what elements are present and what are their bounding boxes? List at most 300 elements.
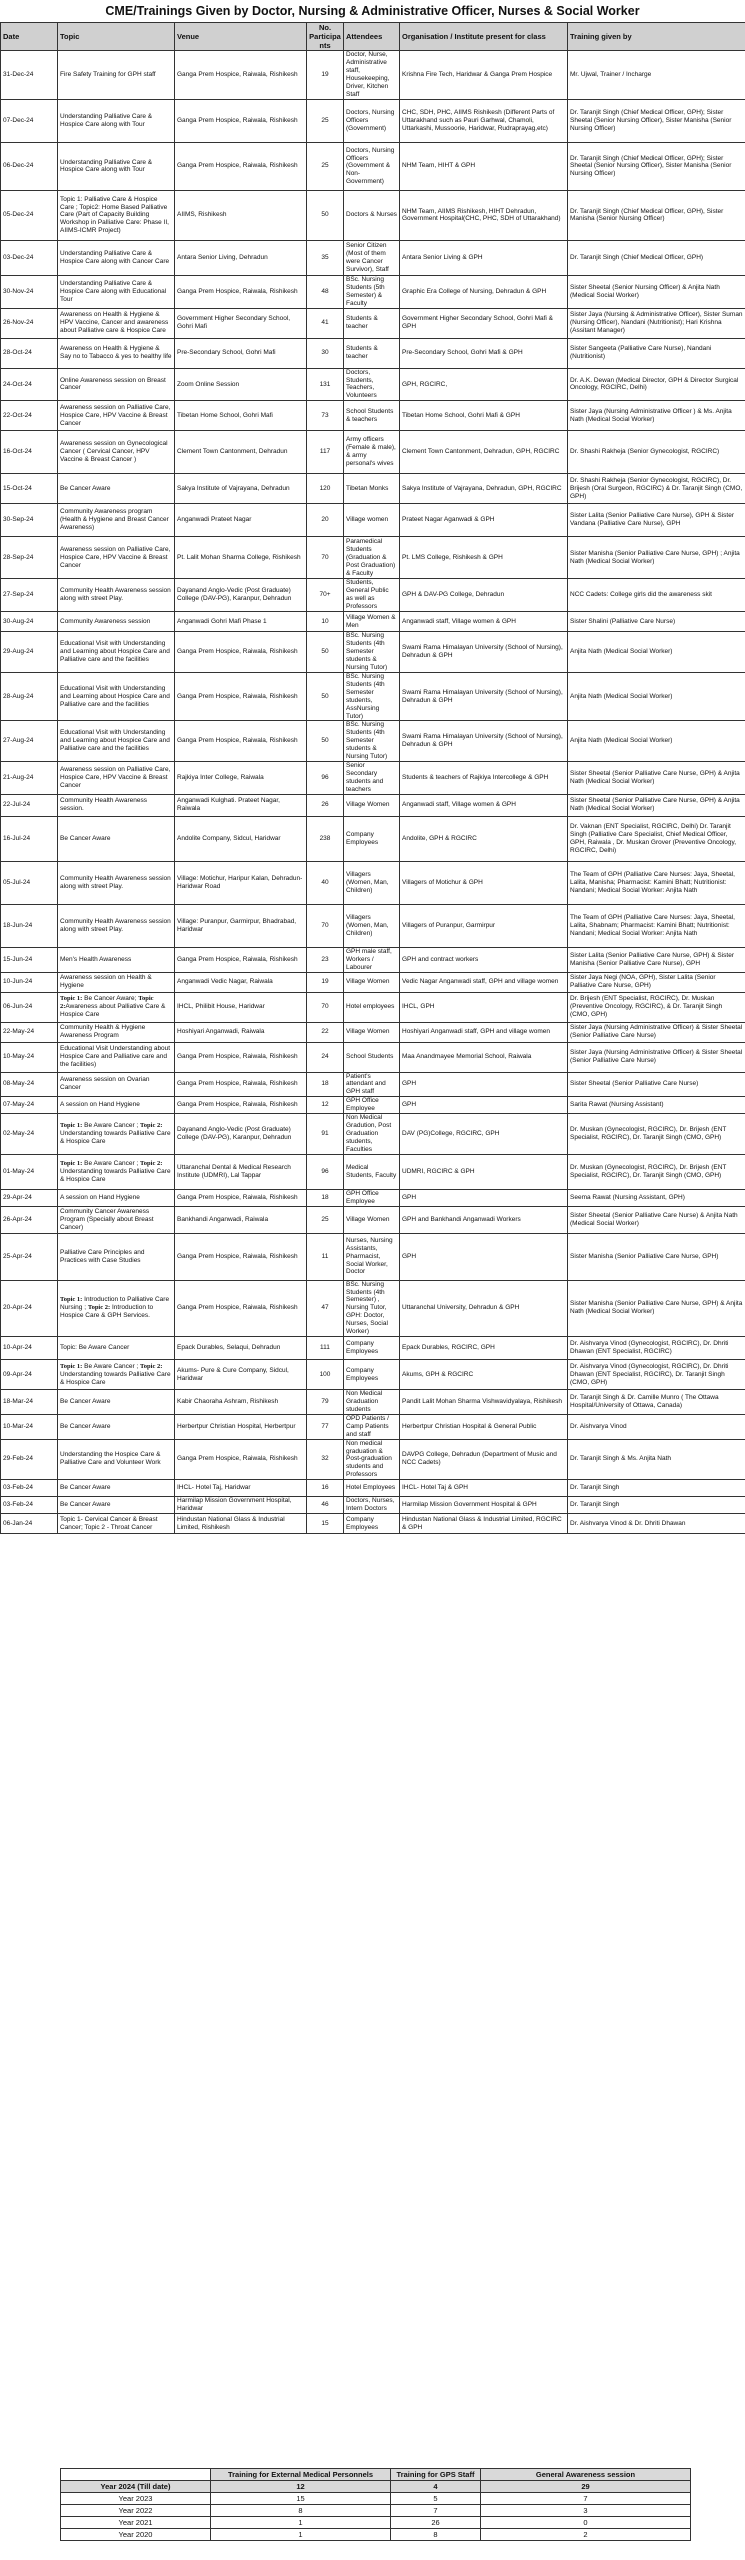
summary-count: 8 xyxy=(211,2505,391,2517)
cell-date: 30-Nov-24 xyxy=(1,275,58,308)
table-row xyxy=(1,1360,745,1390)
table-row xyxy=(1,1414,745,1439)
summary-header-cell xyxy=(61,2469,211,2481)
cell-date: 03-Dec-24 xyxy=(1,240,58,275)
cell-venue: Pre-Secondary School, Gohri Mafi xyxy=(175,338,307,368)
cell-date: 06-Dec-24 xyxy=(1,142,58,190)
cell-participants: 41 xyxy=(307,308,344,338)
cell-topic: Community Health Awareness session along with street Play. xyxy=(58,579,175,612)
cell-organisation: Pt. LMS College, Rishikesh & GPH xyxy=(400,537,568,579)
cell-organisation: Anganwadi staff, Village women & GPH xyxy=(400,612,568,632)
cell-topic: Topic 1: Be Aware Cancer ; Topic 2: Understanding towards Palliative Care & Hospice Care xyxy=(58,1154,175,1189)
cell-date: 01-May-24 xyxy=(1,1154,58,1189)
cell-participants: 73 xyxy=(307,401,344,431)
cell-trainer: Dr. Muskan (Gynecologist, RGCIRC), Dr. Brijesh (ENT Specialist, RGCIRC), Dr. Taranjit Singh (CMO, GPH) xyxy=(568,1154,745,1189)
cell-attendees: Senior Secondary students and teachers xyxy=(344,762,400,795)
cell-participants: 238 xyxy=(307,816,344,861)
cell-trainer: Dr. Shashi Rakheja (Senior Gynecologist, RGCIRC), Dr. Brijesh (Oral Surgeon, RGCIRC) & Dr. Taranjit Singh (CMO, GPH) xyxy=(568,474,745,504)
summary-row xyxy=(61,2517,691,2529)
table-row xyxy=(1,338,745,368)
cell-trainer: Sister Sangeeta (Palliative Care Nurse), Nandani (Nutritionist) xyxy=(568,338,745,368)
cell-topic: Awareness session on Palliative Care, Hospice Care, HPV Vaccine & Breast Cancer xyxy=(58,537,175,579)
cell-organisation: Vedic Nagar Anganwadi staff, GPH and village women xyxy=(400,972,568,992)
cell-organisation: Villagers of Puranpur, Garmirpur xyxy=(400,904,568,947)
cell-trainer: Sister Manisha (Senior Palliative Care Nurse, GPH) xyxy=(568,1233,745,1280)
cell-trainer: Seema Rawat (Nursing Assistant, GPH) xyxy=(568,1189,745,1206)
table-body xyxy=(1,51,745,1534)
cell-organisation: Uttaranchal University, Dehradun & GPH xyxy=(400,1280,568,1336)
cell-date: 05-Jul-24 xyxy=(1,861,58,904)
cell-organisation: Krishna Fire Tech, Haridwar & Ganga Prem Hospice xyxy=(400,51,568,100)
cell-date: 26-Nov-24 xyxy=(1,308,58,338)
cell-venue: Akums- Pure & Cure Company, Sidcul, Haridwar xyxy=(175,1360,307,1390)
table-row xyxy=(1,1154,745,1189)
cell-participants: 70+ xyxy=(307,579,344,612)
cell-organisation: UDMRI, RGCIRC & GPH xyxy=(400,1154,568,1189)
cell-venue: Pt. Lalit Mohan Sharma College, Rishikesh xyxy=(175,537,307,579)
summary-section xyxy=(60,2468,691,2541)
cell-date: 25-Apr-24 xyxy=(1,1233,58,1280)
cell-date: 22-Oct-24 xyxy=(1,401,58,431)
table-row xyxy=(1,142,745,190)
cell-venue: Hindustan National Glass & Industrial Limited, Rishikesh xyxy=(175,1514,307,1534)
cell-attendees: BSc. Nursing Students (4th Semester students & Nursing Tutor) xyxy=(344,721,400,762)
cell-topic: Awareness session on Health & Hygiene xyxy=(58,972,175,992)
cell-attendees: BSc. Nursing Students (4th Semester) , Nursing Tutor, GPH: Doctor, Nurses, Social Worker) xyxy=(344,1280,400,1336)
cell-date: 15-Jun-24 xyxy=(1,947,58,972)
cell-topic: Community Health Awareness session along with street Play. xyxy=(58,904,175,947)
cell-attendees: Non Medical Gradution, Post Graduation students, Faculties xyxy=(344,1114,400,1155)
cell-topic: Community Awareness session xyxy=(58,612,175,632)
table-row xyxy=(1,1390,745,1415)
table-row xyxy=(1,99,745,142)
cell-participants: 18 xyxy=(307,1072,344,1097)
cell-trainer: NCC Cadets: College girls did the awareness skit xyxy=(568,579,745,612)
cell-organisation: GPH xyxy=(400,1233,568,1280)
cell-trainer: The Team of GPH (Palliative Care Nurses: Jaya, Sheetal, Lalita, Manisha; Pharmacist: Kamini Bhatt; Nutritionist: Nandani; Medical Social Worker: Anjita Nath xyxy=(568,861,745,904)
cell-organisation: Anganwadi staff, Village women & GPH xyxy=(400,794,568,816)
cell-organisation: DAV (PG)College, RGCIRC, GPH xyxy=(400,1114,568,1155)
cell-topic: Understanding Palliative Care & Hospice Care along with Tour xyxy=(58,142,175,190)
cell-participants: 20 xyxy=(307,504,344,537)
cell-attendees: Villagers (Women, Man, Children) xyxy=(344,861,400,904)
table-row xyxy=(1,1439,745,1480)
cell-date: 09-Apr-24 xyxy=(1,1360,58,1390)
cell-venue: Anganwadi Vedic Nagar, Raiwala xyxy=(175,972,307,992)
cell-venue: Zoom Online Session xyxy=(175,368,307,401)
cell-organisation: Antara Senior Living & GPH xyxy=(400,240,568,275)
cell-venue: Andolite Company, Sidcul, Haridwar xyxy=(175,816,307,861)
table-row xyxy=(1,275,745,308)
summary-row xyxy=(61,2493,691,2505)
cell-venue: Harmilap Mission Government Hospital, Haridwar xyxy=(175,1497,307,1514)
cell-organisation: Harmilap Mission Government Hospital & GPH xyxy=(400,1497,568,1514)
cell-trainer: Dr. Aishvarya Vinod & Dr. Dhriti Dhawan xyxy=(568,1514,745,1534)
cell-trainer: Anjita Nath (Medical Social Worker) xyxy=(568,721,745,762)
cell-organisation: GPH xyxy=(400,1097,568,1114)
table-row xyxy=(1,794,745,816)
cell-venue: Ganga Prem Hospice, Raiwala, Rishikesh xyxy=(175,1097,307,1114)
cell-date: 03-Feb-24 xyxy=(1,1497,58,1514)
cell-date: 28-Sep-24 xyxy=(1,537,58,579)
summary-count: 0 xyxy=(481,2517,691,2529)
summary-row xyxy=(61,2529,691,2541)
cell-venue: Epack Durables, Selaqui, Dehradun xyxy=(175,1337,307,1360)
cell-participants: 70 xyxy=(307,904,344,947)
cell-venue: AIIMS, Rishikesh xyxy=(175,190,307,240)
cell-trainer: Dr. A.K. Dewan (Medical Director, GPH & Director Surgical Oncology, RGCIRC, Delhi) xyxy=(568,368,745,401)
cell-attendees: Students & teacher xyxy=(344,308,400,338)
cell-venue: IHCL- Hotel Taj, Haridwar xyxy=(175,1480,307,1497)
cell-participants: 19 xyxy=(307,51,344,100)
cell-venue: Ganga Prem Hospice, Raiwala, Rishikesh xyxy=(175,1233,307,1280)
table-row xyxy=(1,992,745,1022)
table-row xyxy=(1,904,745,947)
cell-attendees: Army officers (Female & male), & army personal's wives xyxy=(344,431,400,474)
cell-topic: Be Cancer Aware xyxy=(58,1497,175,1514)
cell-attendees: Tibetan Monks xyxy=(344,474,400,504)
cell-date: 22-May-24 xyxy=(1,1022,58,1042)
cell-participants: 40 xyxy=(307,861,344,904)
table-row xyxy=(1,240,745,275)
cell-participants: 19 xyxy=(307,972,344,992)
cell-venue: Tibetan Home School, Gohri Mafi xyxy=(175,401,307,431)
cell-date: 03-Feb-24 xyxy=(1,1480,58,1497)
cell-trainer: Dr. Brijesh (ENT Specialist, RGCIRC), Dr. Muskan (Preventive Oncology, RGCIRC), & Dr. Taranjit Singh (CMO, GPH) xyxy=(568,992,745,1022)
cell-participants: 16 xyxy=(307,1480,344,1497)
cell-date: 22-Jul-24 xyxy=(1,794,58,816)
cell-date: 29-Feb-24 xyxy=(1,1439,58,1480)
header-date: Date xyxy=(1,23,58,51)
cell-trainer: Sister Jaya Negi (NOA, GPH), Sister Lalita (Senior Palliative Care Nurse, GPH) xyxy=(568,972,745,992)
table-row xyxy=(1,861,745,904)
summary-year-label: Year 2024 (Till date) xyxy=(61,2481,211,2493)
cell-participants: 15 xyxy=(307,1514,344,1534)
summary-header-cell: General Awareness session xyxy=(481,2469,691,2481)
cell-venue: Dayanand Anglo-Vedic (Post Graduate) College (DAV-PG), Karanpur, Dehradun xyxy=(175,1114,307,1155)
cell-participants: 131 xyxy=(307,368,344,401)
cell-date: 18-Jun-24 xyxy=(1,904,58,947)
cell-date: 30-Sep-24 xyxy=(1,504,58,537)
table-row xyxy=(1,504,745,537)
summary-header-cell: Training for External Medical Personnels xyxy=(211,2469,391,2481)
cell-organisation: Swami Rama Himalayan University (School of Nursing), Dehradun & GPH xyxy=(400,672,568,721)
table-row xyxy=(1,1022,745,1042)
table-row xyxy=(1,721,745,762)
cell-attendees: Doctors, Students, Teachers, Volunteers xyxy=(344,368,400,401)
cell-topic: A session on Hand Hygiene xyxy=(58,1189,175,1206)
cell-organisation: Hoshiyari Anganwadi staff, GPH and village women xyxy=(400,1022,568,1042)
cell-organisation: Akums, GPH & RGCIRC xyxy=(400,1360,568,1390)
cell-topic: Online Awareness session on Breast Cancer xyxy=(58,368,175,401)
cell-venue: Anganwadi Prateet Nagar xyxy=(175,504,307,537)
page-title: CME/Trainings Given by Doctor, Nursing & Administrative Officer, Nurses & Social Worker xyxy=(105,4,640,18)
cell-trainer: Sister Sheetal (Senior Palliative Care Nurse) & Anjita Nath (Medical Social Worker) xyxy=(568,1206,745,1233)
cell-trainer: Dr. Aishvarya Vinod (Gynecologist, RGCIRC), Dr. Dhriti Dhawan (ENT Specialist, RGCIRC) xyxy=(568,1337,745,1360)
cell-topic: Be Cancer Aware xyxy=(58,1414,175,1439)
cell-venue: Village: Puranpur, Garmirpur, Bhadrabad, Haridwar xyxy=(175,904,307,947)
cell-topic: Awareness session on Ovarian Cancer xyxy=(58,1072,175,1097)
cell-topic: Topic 1: Palliative Care & Hospice Care ; Topic2: Home Based Palliative Care (Part of Capacity Building Workshop in Palliative Care: Phase II, AIIMS-ICMR Project) xyxy=(58,190,175,240)
cell-trainer: Sister Sheetal (Senior Palliative Care Nurse) xyxy=(568,1072,745,1097)
summary-count: 1 xyxy=(211,2517,391,2529)
cell-trainer: Anjita Nath (Medical Social Worker) xyxy=(568,672,745,721)
cell-date: 02-May-24 xyxy=(1,1114,58,1155)
cell-attendees: Company Employees xyxy=(344,1337,400,1360)
cell-organisation: NHM Team, HIHT & GPH xyxy=(400,142,568,190)
cell-topic: Awareness session on Palliative Care, Hospice Care, HPV Vaccine & Breast Cancer xyxy=(58,401,175,431)
cell-venue: Ganga Prem Hospice, Raiwala, Rishikesh xyxy=(175,51,307,100)
cell-participants: 48 xyxy=(307,275,344,308)
cell-topic: Understanding the Hospice Care & Palliative Care and Volunteer Work xyxy=(58,1439,175,1480)
cell-attendees: Non Medical Graduation students xyxy=(344,1390,400,1415)
cell-trainer: Dr. Taranjit Singh xyxy=(568,1480,745,1497)
summary-header-row xyxy=(61,2469,691,2481)
cell-organisation: Clement Town Cantonment, Dehradun, GPH, RGCIRC xyxy=(400,431,568,474)
cell-attendees: School Students xyxy=(344,1042,400,1072)
cell-participants: 91 xyxy=(307,1114,344,1155)
table-header-row xyxy=(1,23,745,51)
cell-attendees: Villagers (Women, Man, Children) xyxy=(344,904,400,947)
cell-topic: Community Awareness program (Health & Hygiene and Breast Cancer Awareness) xyxy=(58,504,175,537)
cell-trainer: Sister Sheetal (Senior Palliative Care Nurse, GPH) & Anjita Nath (Medical Social Worker) xyxy=(568,794,745,816)
cell-topic: Men's Health Awareness xyxy=(58,947,175,972)
summary-count: 8 xyxy=(391,2529,481,2541)
cell-participants: 77 xyxy=(307,1414,344,1439)
table-row xyxy=(1,579,745,612)
table-row xyxy=(1,1497,745,1514)
summary-year-label: Year 2023 xyxy=(61,2493,211,2505)
cell-participants: 18 xyxy=(307,1189,344,1206)
header-venue: Venue xyxy=(175,23,307,51)
cell-participants: 47 xyxy=(307,1280,344,1336)
cell-trainer: Dr. Taranjit Singh & Ms. Anjita Nath xyxy=(568,1439,745,1480)
summary-count: 26 xyxy=(391,2517,481,2529)
cell-attendees: Company Employees xyxy=(344,1514,400,1534)
table-row xyxy=(1,816,745,861)
cell-attendees: GPH Office Employee xyxy=(344,1097,400,1114)
cell-venue: Sakya Institute of Vajrayana, Dehradun xyxy=(175,474,307,504)
cell-trainer: Sister Jaya (Nursing Administrative Officer ) & Ms. Anjita Nath (Medical Social Worker) xyxy=(568,401,745,431)
cell-venue: Village: Motichur, Haripur Kalan, Dehradun-Haridwar Road xyxy=(175,861,307,904)
table-row xyxy=(1,972,745,992)
table-row xyxy=(1,1097,745,1114)
cell-trainer: The Team of GPH (Palliative Care Nurses: Jaya, Sheetal, Lalita, Shabnam; Pharmacist: Kamini Bhatt; Nutritionist: Nandani; Medical Social Worker: Anjita Nath xyxy=(568,904,745,947)
cell-venue: Anganwadi Gohri Mafi Phase 1 xyxy=(175,612,307,632)
table-row xyxy=(1,1114,745,1155)
cell-organisation: GPH and contract workers xyxy=(400,947,568,972)
cell-attendees: OPD Patients / Camp Patients and staff xyxy=(344,1414,400,1439)
summary-count: 7 xyxy=(391,2505,481,2517)
cell-participants: 46 xyxy=(307,1497,344,1514)
summary-count: 12 xyxy=(211,2481,391,2493)
cell-organisation: IHCL- Hotel Taj & GPH xyxy=(400,1480,568,1497)
cell-attendees: Students & teacher xyxy=(344,338,400,368)
cell-date: 27-Aug-24 xyxy=(1,721,58,762)
cell-organisation: Maa Anandmayee Memorial School, Raiwala xyxy=(400,1042,568,1072)
cell-trainer: Sister Jaya (Nursing Administrative Officer) & Sister Sheetal (Senior Palliative Care Nurse) xyxy=(568,1042,745,1072)
cell-venue: Rajkiya Inter College, Raiwala xyxy=(175,762,307,795)
cell-topic: Be Cancer Aware xyxy=(58,474,175,504)
cell-participants: 30 xyxy=(307,338,344,368)
cell-trainer: Sister Manisha (Senior Palliative Care Nurse, GPH) & Anjita Nath (Medical Social Worker) xyxy=(568,1280,745,1336)
cell-venue: Ganga Prem Hospice, Raiwala, Rishikesh xyxy=(175,1280,307,1336)
cell-venue: Ganga Prem Hospice, Raiwala, Rishikesh xyxy=(175,947,307,972)
cell-attendees: Village Women xyxy=(344,794,400,816)
cell-trainer: Dr. Taranjit Singh xyxy=(568,1497,745,1514)
cell-organisation: Government Higher Secondary School, Gohri Mafi & GPH xyxy=(400,308,568,338)
cell-venue: Ganga Prem Hospice, Raiwala, Rishikesh xyxy=(175,632,307,673)
cell-date: 10-Jun-24 xyxy=(1,972,58,992)
cell-participants: 100 xyxy=(307,1360,344,1390)
cell-attendees: Medical Students, Faculty xyxy=(344,1154,400,1189)
cell-attendees: BSc. Nursing Students (4th Semester students & Nursing Tutor) xyxy=(344,632,400,673)
header-topic: Topic xyxy=(58,23,175,51)
cell-attendees: Doctors & Nurses xyxy=(344,190,400,240)
cell-organisation: Swami Rama Himalayan University (School of Nursing), Dehradun & GPH xyxy=(400,721,568,762)
table-row xyxy=(1,1514,745,1534)
cell-topic: Understanding Palliative Care & Hospice Care along with Tour xyxy=(58,99,175,142)
summary-row xyxy=(61,2505,691,2517)
cell-organisation: Villagers of Motichur & GPH xyxy=(400,861,568,904)
summary-count: 5 xyxy=(391,2493,481,2505)
cell-attendees: Doctors, Nursing Officers (Government & Non-Government) xyxy=(344,142,400,190)
header-organisation: Organisation / Institute present for class xyxy=(400,23,568,51)
cell-date: 30-Aug-24 xyxy=(1,612,58,632)
cell-trainer: Dr. Taranjit Singh (Chief Medical Officer, GPH), Sister Manisha (Senior Nursing Officer) xyxy=(568,190,745,240)
cell-participants: 50 xyxy=(307,190,344,240)
summary-count: 15 xyxy=(211,2493,391,2505)
cell-topic: Topic 1: Be Cancer Aware; Topic 2:Awareness about Palliative Care & Hospice Care xyxy=(58,992,175,1022)
table-row xyxy=(1,1042,745,1072)
cell-topic: Educational Visit with Understanding and Learning about Hospice Care and Palliative care and the facilities xyxy=(58,721,175,762)
cell-participants: 23 xyxy=(307,947,344,972)
cell-organisation: Swami Rama Himalayan University (School of Nursing), Dehradun & GPH xyxy=(400,632,568,673)
cell-topic: Understanding Palliative Care & Hospice Care along with Cancer Care xyxy=(58,240,175,275)
table-row xyxy=(1,537,745,579)
cell-participants: 70 xyxy=(307,537,344,579)
cell-organisation: Andolite, GPH & RGCIRC xyxy=(400,816,568,861)
cell-attendees: BSc. Nursing Students (5th Semester) & Faculty xyxy=(344,275,400,308)
cell-venue: Ganga Prem Hospice, Raiwala, Rishikesh xyxy=(175,275,307,308)
cell-participants: 10 xyxy=(307,612,344,632)
cell-trainer: Sister Manisha (Senior Palliative Care Nurse, GPH) ; Anjita Nath (Medical Social Worker) xyxy=(568,537,745,579)
summary-count: 4 xyxy=(391,2481,481,2493)
cell-trainer: Dr. Aishvarya Vinod (Gynecologist, RGCIRC), Dr. Dhriti Dhawan (ENT Specialist, RGCIRC), Dr. Taranjit Singh (CMO, GPH) xyxy=(568,1360,745,1390)
cell-organisation: Hindustan National Glass & Industrial Limited, RGCIRC & GPH xyxy=(400,1514,568,1534)
cell-date: 15-Oct-24 xyxy=(1,474,58,504)
cell-date: 28-Aug-24 xyxy=(1,672,58,721)
cell-attendees: Hotel Employees xyxy=(344,1480,400,1497)
table-row xyxy=(1,1280,745,1336)
cell-attendees: Village women xyxy=(344,504,400,537)
cell-trainer: Sister Jaya (Nursing Administrative Officer) & Sister Sheetal (Senior Palliative Care Nurse) xyxy=(568,1022,745,1042)
cell-trainer: Sister Lalita (Senior Palliative Care Nurse), GPH & Sister Vandana (Palliative Care Nurse), GPH xyxy=(568,504,745,537)
table-row xyxy=(1,401,745,431)
summary-count: 1 xyxy=(211,2529,391,2541)
cell-date: 16-Jul-24 xyxy=(1,816,58,861)
cell-venue: Ganga Prem Hospice, Raiwala, Rishikesh xyxy=(175,1072,307,1097)
cell-date: 07-May-24 xyxy=(1,1097,58,1114)
cell-topic: Educational Visit Understanding about Hospice Care and Palliative care and the facilities) xyxy=(58,1042,175,1072)
cell-date: 06-Jan-24 xyxy=(1,1514,58,1534)
cell-date: 21-Aug-24 xyxy=(1,762,58,795)
cell-trainer: Mr. Ujwal, Trainer / Incharge xyxy=(568,51,745,100)
cell-venue: Ganga Prem Hospice, Raiwala, Rishikesh xyxy=(175,1189,307,1206)
cell-organisation: Tibetan Home School, Gohri Mafi & GPH xyxy=(400,401,568,431)
cell-organisation: Sakya Institute of Vajrayana, Dehradun, GPH, RGCIRC xyxy=(400,474,568,504)
cell-venue: Ganga Prem Hospice, Raiwala, Rishikesh xyxy=(175,99,307,142)
cell-organisation: Graphic Era College of Nursing, Dehradun & GPH xyxy=(400,275,568,308)
summary-row xyxy=(61,2481,691,2493)
cell-topic: Topic: Be Aware Cancer xyxy=(58,1337,175,1360)
cell-topic: Awareness session on Palliative Care, Hospice Care, HPV Vaccine & Breast Cancer xyxy=(58,762,175,795)
header-attendees: Attendees xyxy=(344,23,400,51)
cell-attendees: School Students & teachers xyxy=(344,401,400,431)
cell-attendees: Patient's attendant and GPH staff xyxy=(344,1072,400,1097)
table-row xyxy=(1,1337,745,1360)
cell-organisation: Epack Durables, RGCIRC, GPH xyxy=(400,1337,568,1360)
cell-topic: Community Health Awareness session. xyxy=(58,794,175,816)
cell-topic: Awareness on Health & Hygiene & HPV Vaccine, Cancer and awareness about Palliative care & Hospice Care xyxy=(58,308,175,338)
table-row xyxy=(1,1233,745,1280)
cell-date: 24-Oct-24 xyxy=(1,368,58,401)
table-row xyxy=(1,474,745,504)
cell-topic: Educational Visit with Understanding and Learning about Hospice Care and Palliative care and the facilities xyxy=(58,632,175,673)
cell-venue: Ganga Prem Hospice, Raiwala, Rishikesh xyxy=(175,1439,307,1480)
header-trainer: Training given by xyxy=(568,23,745,51)
cell-topic: Topic 1: Be Aware Cancer ; Topic 2: Understanding towards Palliative Care & Hospice Care xyxy=(58,1360,175,1390)
cell-organisation: Herbertpur Christian Hospital & General Public xyxy=(400,1414,568,1439)
cell-attendees: Village Women xyxy=(344,972,400,992)
table-row xyxy=(1,632,745,673)
cell-organisation: GPH, RGCIRC, xyxy=(400,368,568,401)
cell-date: 08-May-24 xyxy=(1,1072,58,1097)
cell-trainer: Dr. Taranjit Singh (Chief Medical Officer, GPH); Sister Sheetal (Senior Nursing Officer), Sister Manisha (Senior Nursing Officer) xyxy=(568,99,745,142)
cell-participants: 50 xyxy=(307,721,344,762)
summary-table xyxy=(60,2468,691,2541)
cell-date: 16-Oct-24 xyxy=(1,431,58,474)
table-row xyxy=(1,1072,745,1097)
cell-topic: Be Cancer Aware xyxy=(58,816,175,861)
cell-trainer: Dr. Vaknan (ENT Specialist, RGCIRC, Delhi) Dr. Taranjit Singh (Palliative Care Specialist, Chief Medical Officer, GPH, Raiwala , Dr. Muskan Grover (Preventive Oncology, RGCIRC, Delhi) xyxy=(568,816,745,861)
cell-trainer: Sister Sheetal (Senior Palliative Care Nurse, GPH) & Anjita Nath (Medical Social Worker) xyxy=(568,762,745,795)
cell-trainer: Sarita Rawat (Nursing Assistant) xyxy=(568,1097,745,1114)
cell-attendees: GPH male staff, Workers / Labourer xyxy=(344,947,400,972)
cell-topic: Understanding Palliative Care & Hospice Care along with Educational Tour xyxy=(58,275,175,308)
cell-participants: 96 xyxy=(307,762,344,795)
cell-date: 10-Mar-24 xyxy=(1,1414,58,1439)
cell-participants: 96 xyxy=(307,1154,344,1189)
cell-venue: Dayanand Anglo-Vedic (Post Graduate) College (DAV-PG), Karanpur, Dehradun xyxy=(175,579,307,612)
cell-attendees: Senior Citizen (Most of them were Cancer Survivor), Staff xyxy=(344,240,400,275)
cell-participants: 70 xyxy=(307,992,344,1022)
cell-venue: Ganga Prem Hospice, Raiwala, Rishikesh xyxy=(175,672,307,721)
cell-topic: Awareness on Health & Hygiene & Say no to Tabacco & yes to healthy life xyxy=(58,338,175,368)
cell-topic: Palliative Care Principles and Practices with Case Studies xyxy=(58,1233,175,1280)
cell-participants: 111 xyxy=(307,1337,344,1360)
cell-date: 10-May-24 xyxy=(1,1042,58,1072)
cell-venue: Ganga Prem Hospice, Raiwala, Rishikesh xyxy=(175,1042,307,1072)
summary-year-label: Year 2020 xyxy=(61,2529,211,2541)
cell-date: 05-Dec-24 xyxy=(1,190,58,240)
cell-trainer: Dr. Aishvarya Vinod xyxy=(568,1414,745,1439)
header-participants: No. Participants xyxy=(307,23,344,51)
cell-organisation: GPH xyxy=(400,1189,568,1206)
cell-attendees: Company Employees xyxy=(344,816,400,861)
cell-trainer: Anjita Nath (Medical Social Worker) xyxy=(568,632,745,673)
cell-topic: Community Cancer Awareness Program (Specially about Breast Cancer) xyxy=(58,1206,175,1233)
